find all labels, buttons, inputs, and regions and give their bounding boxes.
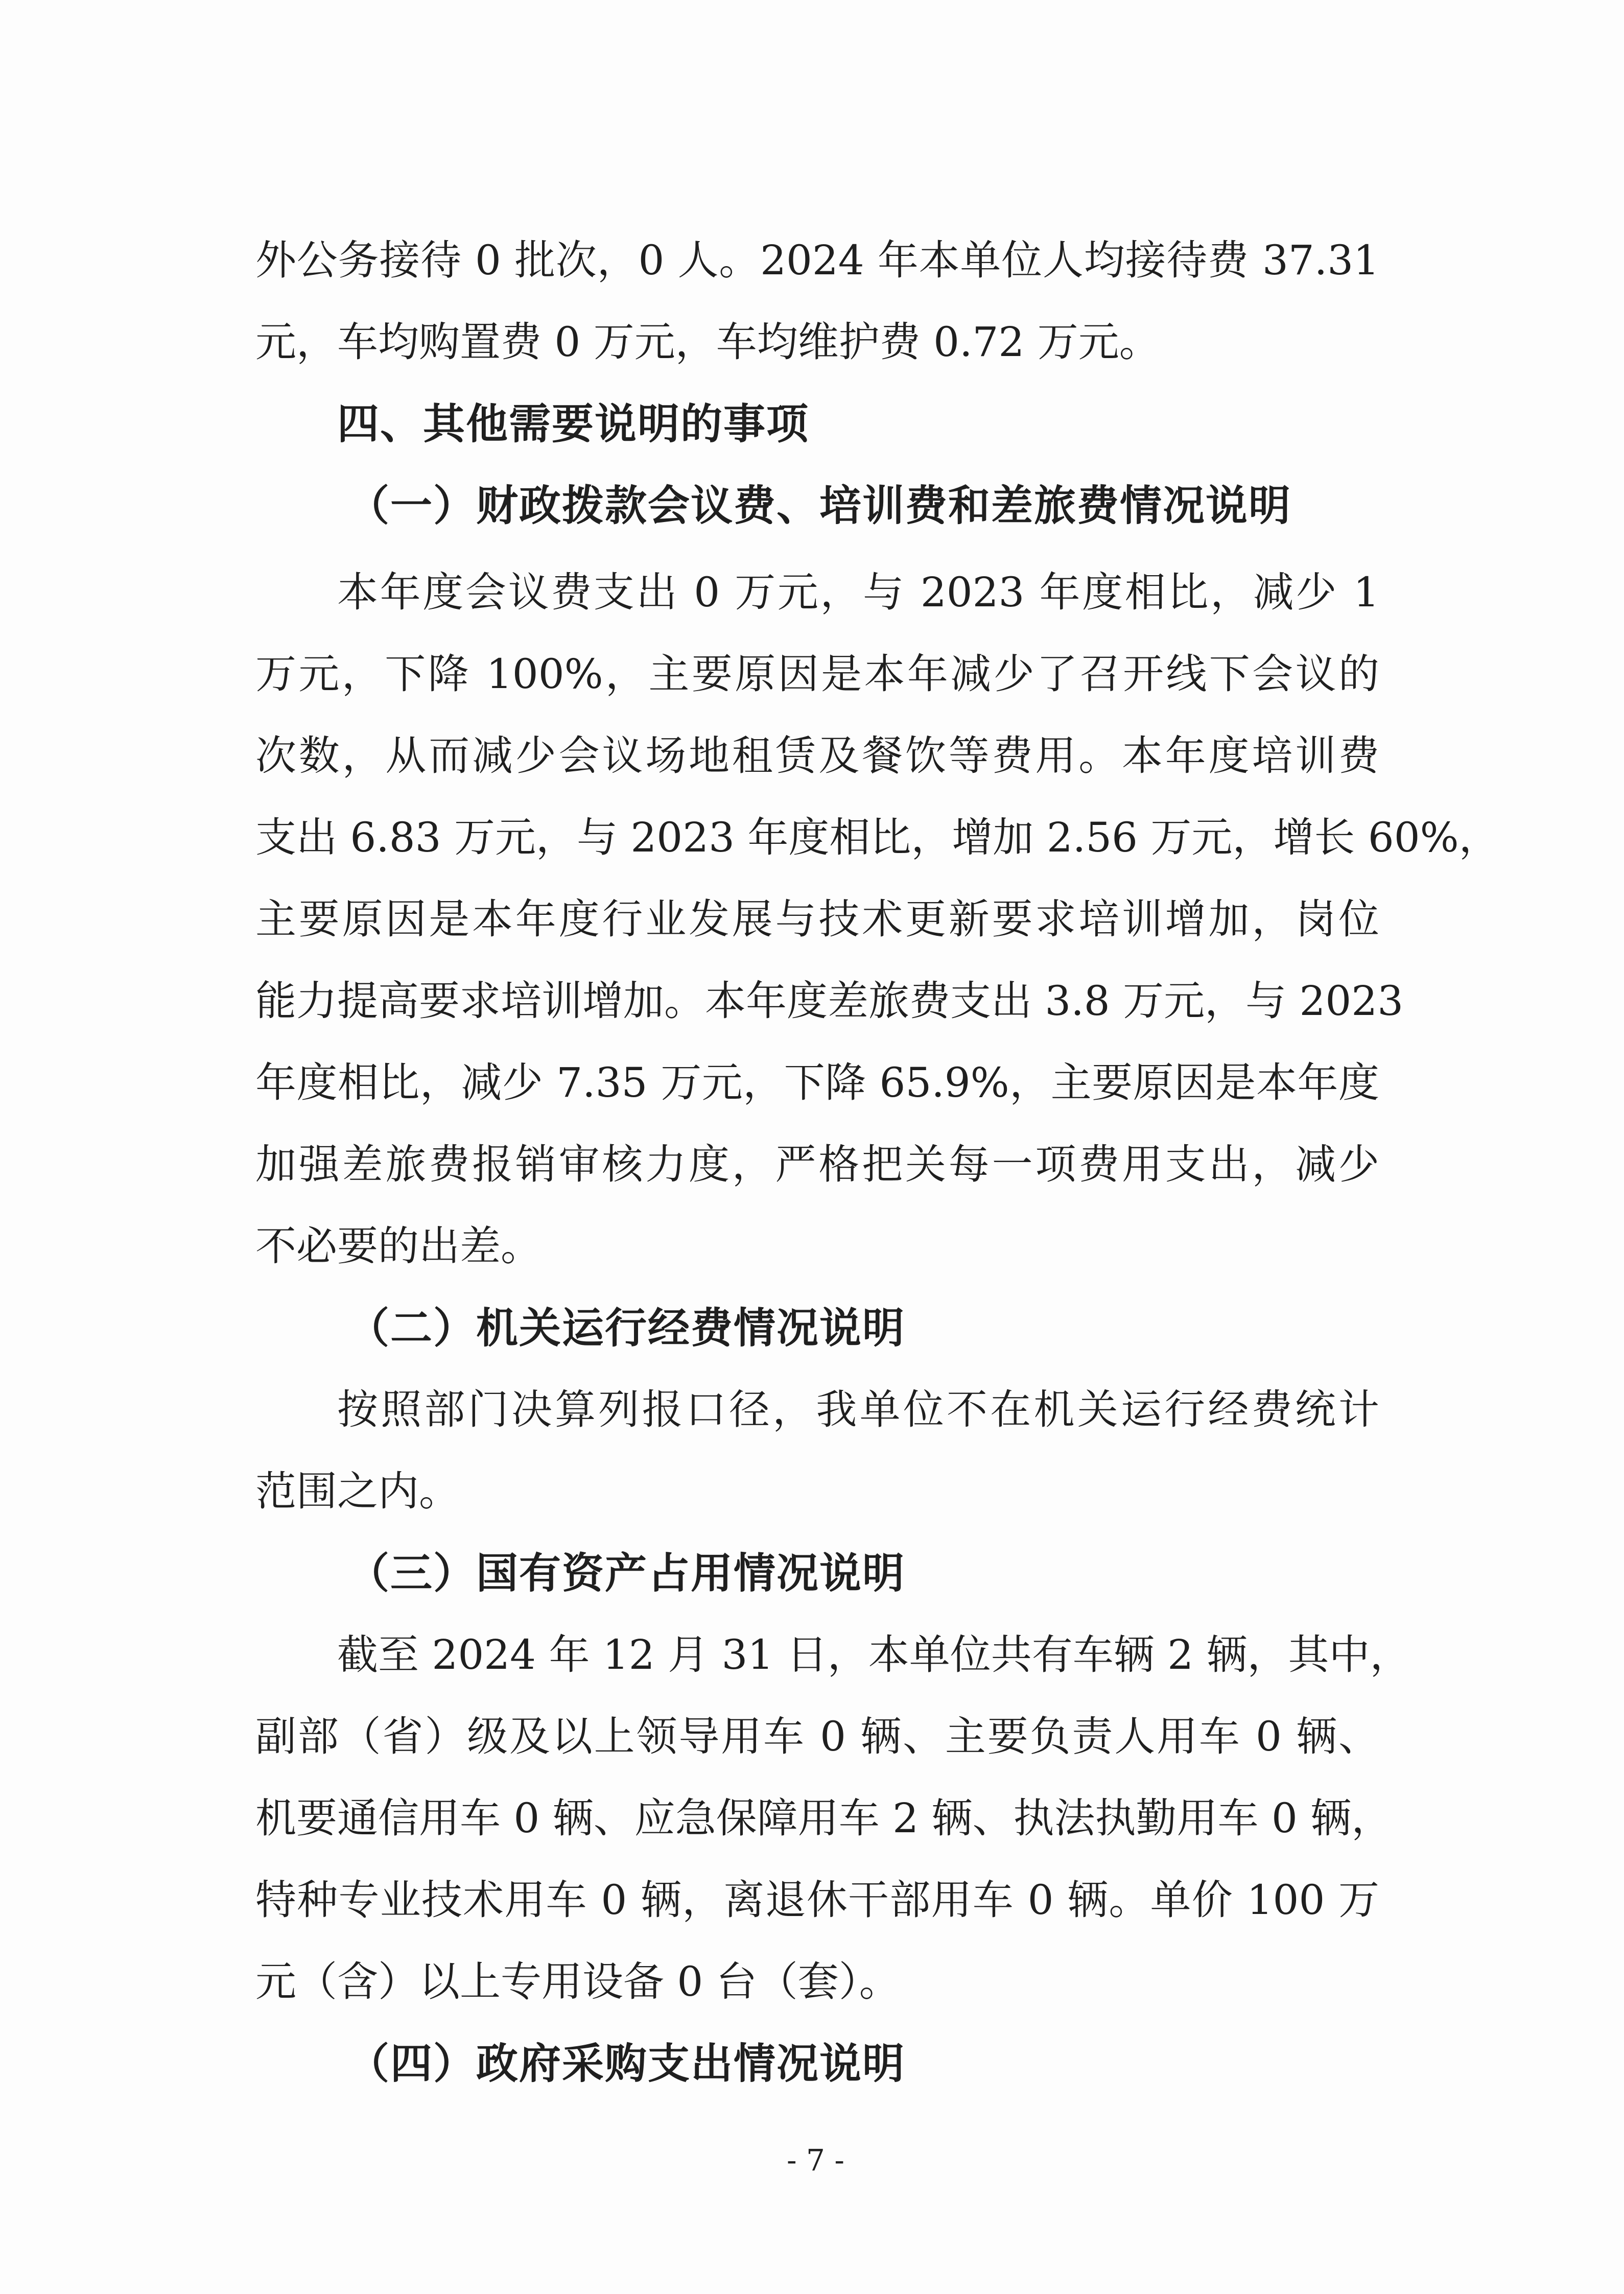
body-line: 外公务接待 0 批次，0 人。2024 年本单位人均接待费 37.31	[255, 237, 1379, 284]
body-line: 元（含）以上专用设备 0 台（套）。	[255, 1958, 900, 2005]
body-line: 本年度会议费支出 0 万元，与 2023 年度相比，减少 1	[337, 569, 1379, 616]
body-line: 范围之内。	[255, 1468, 460, 1515]
section-heading: 四、其他需要说明的事项	[337, 400, 810, 448]
body-line: 副部（省）级及以上领导用车 0 辆、主要负责人用车 0 辆、	[255, 1713, 1379, 1760]
body-line: 特种专业技术用车 0 辆，离退休干部用车 0 辆。单价 100 万	[255, 1876, 1379, 1924]
body-line: 支出 6.83 万元，与 2023 年度相比，增加 2.56 万元，增长 60%，	[255, 814, 1500, 861]
body-line: 按照部门决算列报口径，我单位不在机关运行经费统计	[337, 1386, 1379, 1433]
subsection-heading: （一）财政拨款会议费、培训费和差旅费情况说明	[347, 482, 1292, 530]
body-line: 机要通信用车 0 辆、应急保障用车 2 辆、执法执勤用车 0 辆，	[255, 1794, 1393, 1842]
body-line: 不必要的出差。	[255, 1222, 542, 1270]
body-line: 加强差旅费报销审核力度，严格把关每一项费用支出，减少	[255, 1141, 1379, 1188]
subsection-heading: （四）政府采购支出情况说明	[347, 2040, 906, 2088]
body-line: 截至 2024 年 12 月 31 日，本单位共有车辆 2 辆，其中，	[337, 1631, 1411, 1678]
body-line: 元，车均购置费 0 万元，车均维护费 0.72 万元。	[255, 318, 1160, 366]
body-line: 能力提高要求培训增加。本年度差旅费支出 3.8 万元，与 2023	[255, 977, 1404, 1025]
body-line: 次数，从而减少会议场地租赁及餐饮等费用。本年度培训费	[255, 732, 1379, 779]
body-line: 主要原因是本年度行业发展与技术更新要求培训增加，岗位	[255, 895, 1379, 943]
subsection-heading: （二）机关运行经费情况说明	[347, 1304, 906, 1353]
body-line: 年度相比，减少 7.35 万元，下降 65.9%，主要原因是本年度	[255, 1059, 1379, 1106]
subsection-heading: （三）国有资产占用情况说明	[347, 1549, 906, 1598]
page-number: - 7 -	[787, 2143, 844, 2178]
body-line: 万元，下降 100%，主要原因是本年减少了召开线下会议的	[255, 650, 1379, 698]
